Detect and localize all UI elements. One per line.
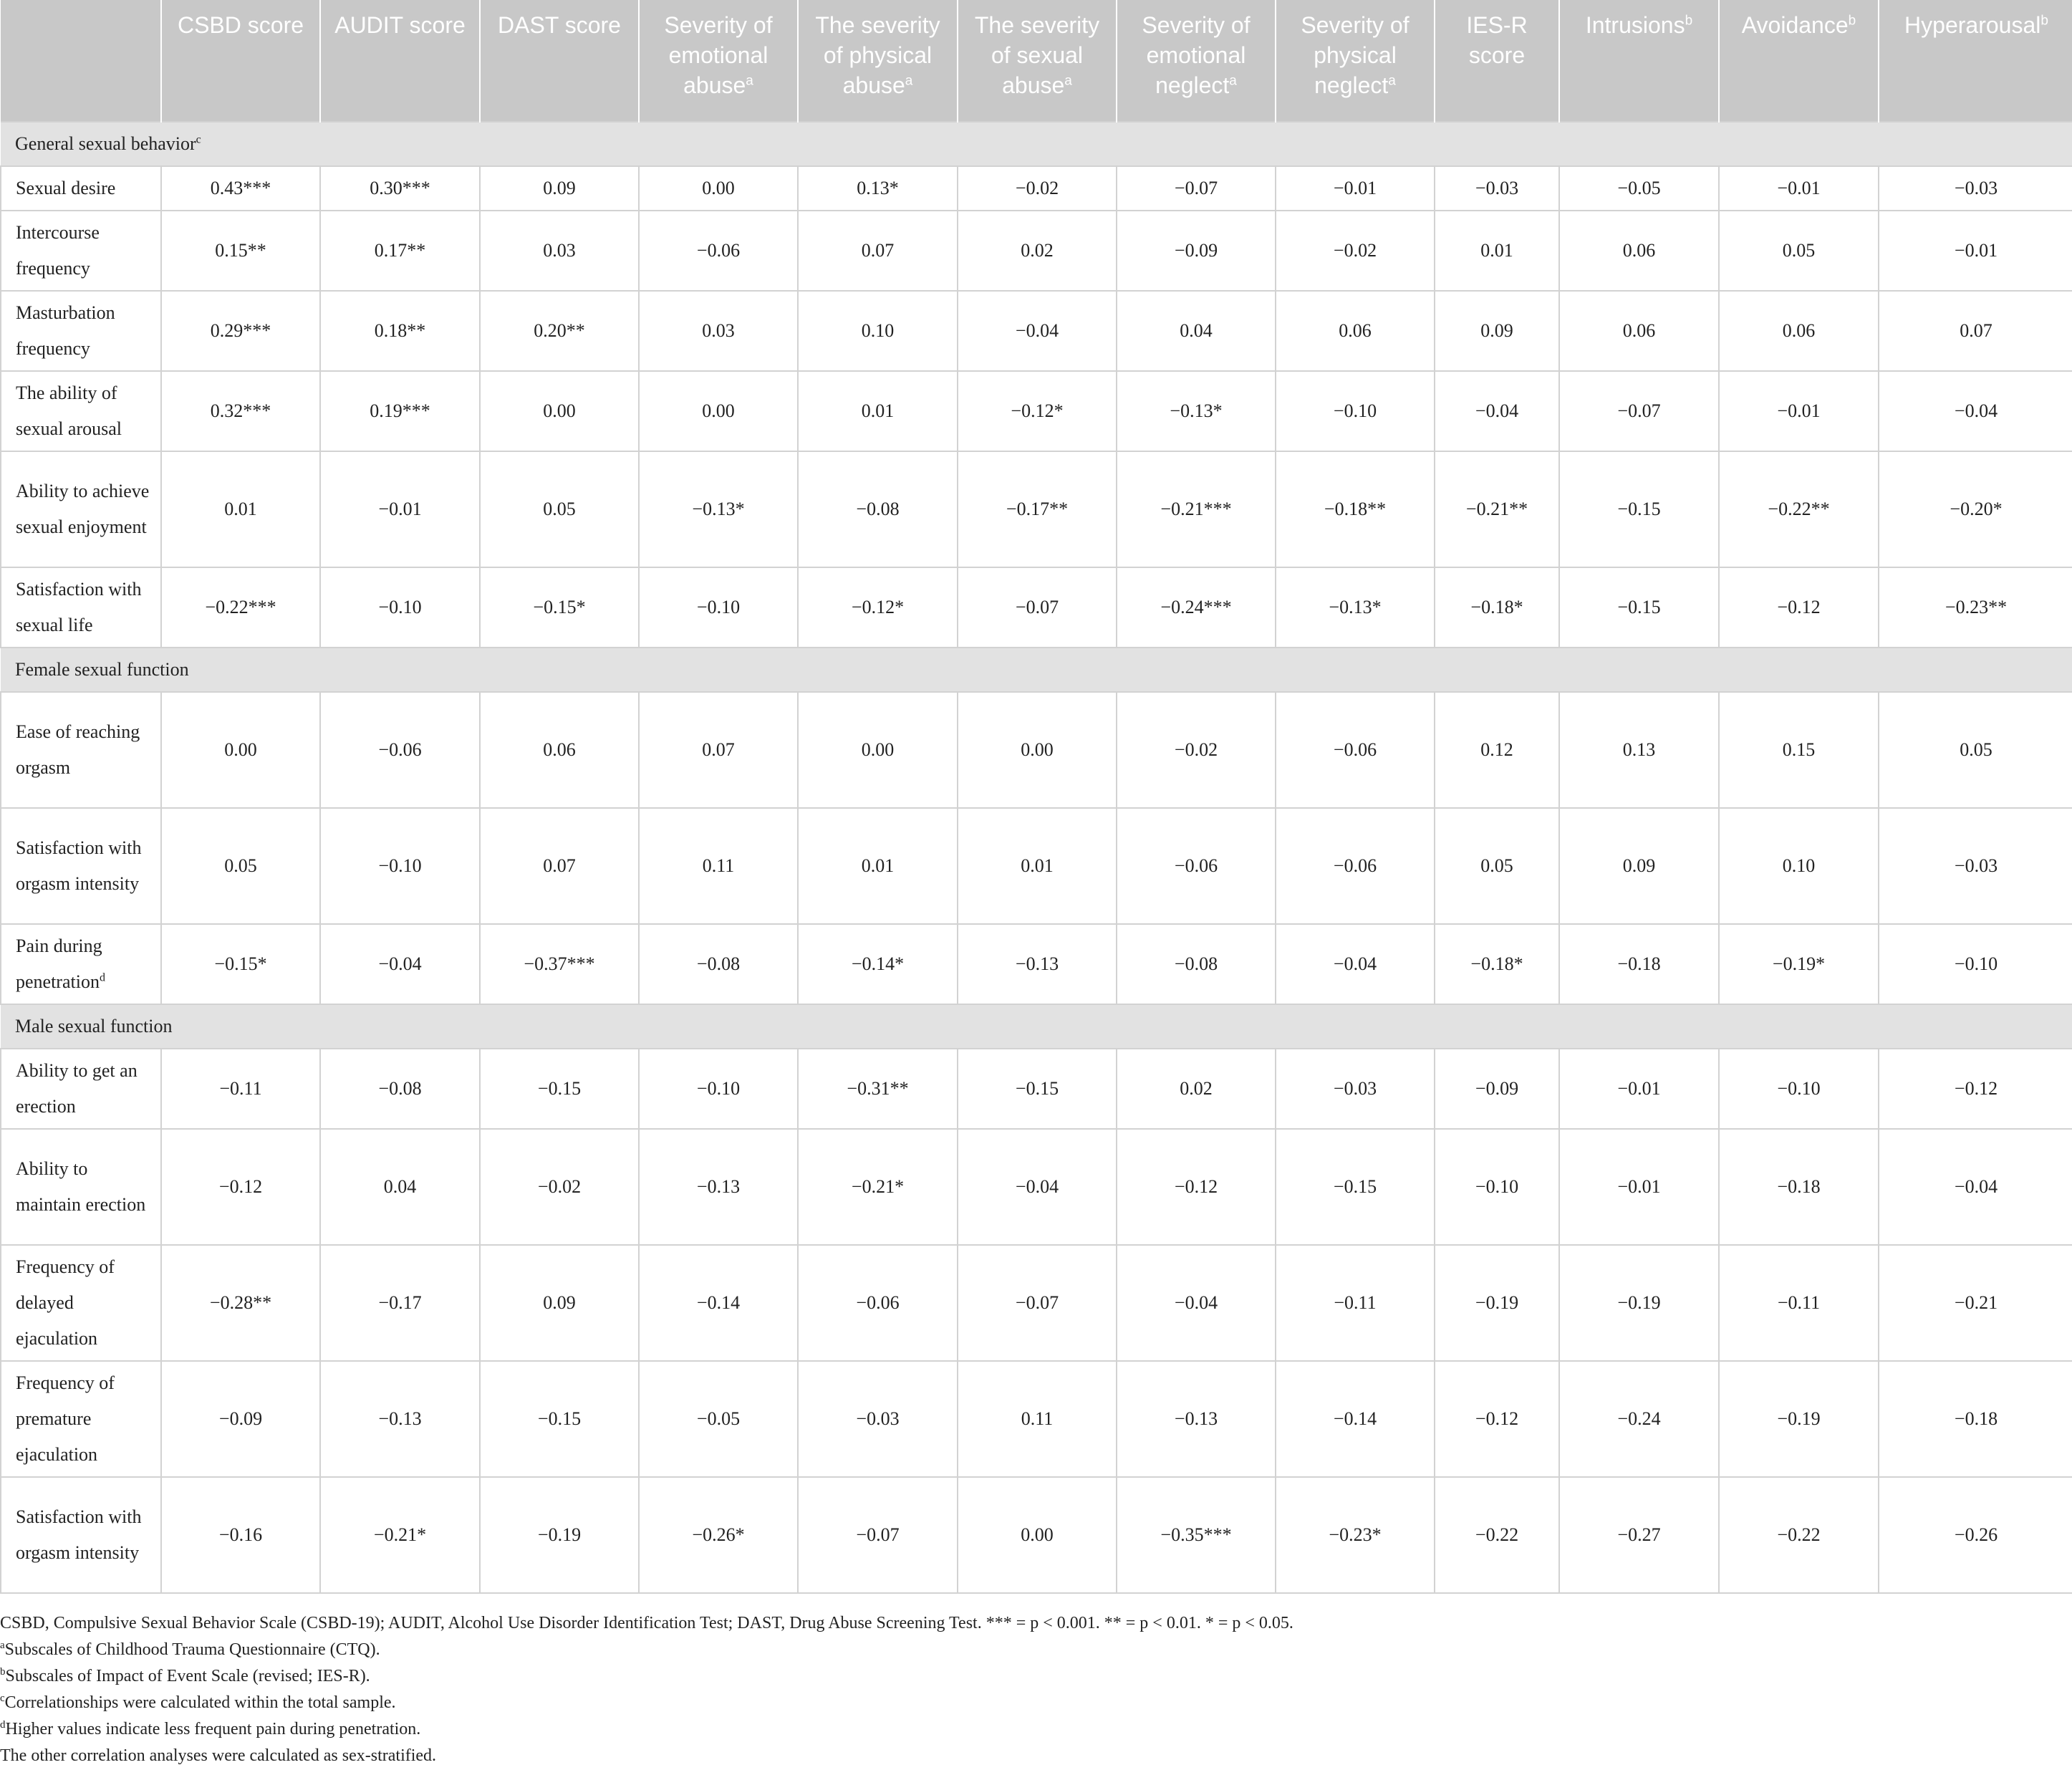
row-label-text: Ability to achieve sexual enjoyment	[16, 481, 150, 537]
footnote-mark: a	[0, 1640, 5, 1651]
section-heading	[1, 648, 2072, 692]
footnote-text: The other correlation analyses were calculated as sex-stratified.	[0, 1746, 437, 1765]
correlation-cell: −0.01	[1559, 1129, 1719, 1245]
correlation-cell: 0.01	[798, 808, 958, 924]
row-label	[1, 371, 161, 451]
correlation-cell: −0.11	[1719, 1245, 1879, 1361]
row-label-text: Satisfaction with orgasm intensity	[16, 837, 142, 894]
correlation-cell: −0.07	[1117, 166, 1276, 211]
correlation-cell: −0.01	[1719, 166, 1879, 211]
correlation-cell: −0.10	[1435, 1129, 1559, 1245]
column-header-label: DAST score	[498, 12, 621, 38]
correlation-cell: −0.06	[1276, 808, 1435, 924]
correlation-cell: −0.03	[1879, 808, 2072, 924]
column-header-footnote-mark: b	[1685, 13, 1693, 29]
correlation-cell: 0.13*	[798, 166, 958, 211]
row-label	[1, 1361, 161, 1477]
footnote	[0, 1610, 2063, 1637]
correlation-cell: −0.01	[320, 451, 480, 567]
table-row	[1, 692, 2072, 808]
footnote-text: Correlationships were calculated within the total sample.	[4, 1693, 396, 1712]
column-header-label: The severity of physical abuse	[815, 12, 940, 98]
correlation-cell: −0.06	[798, 1245, 958, 1361]
table-row	[1, 1129, 2072, 1245]
correlation-cell: −0.09	[1117, 211, 1276, 291]
footnote-mark: d	[0, 1719, 6, 1731]
row-label	[1, 808, 161, 924]
correlation-cell: −0.03	[1276, 1049, 1435, 1129]
correlation-cell: 0.03	[639, 291, 798, 371]
row-label	[1, 567, 161, 648]
correlation-cell: −0.04	[1879, 1129, 2072, 1245]
correlation-cell: −0.27	[1559, 1477, 1719, 1593]
correlation-cell: −0.07	[1559, 371, 1719, 451]
table-row	[1, 1245, 2072, 1361]
footnote	[0, 1637, 2063, 1663]
correlation-cell: 0.32***	[161, 371, 320, 451]
section-title: Female sexual function	[15, 659, 189, 680]
footnote-mark: c	[0, 1693, 5, 1704]
row-label-text: The ability of sexual arousal	[16, 383, 122, 439]
correlation-cell: −0.31**	[798, 1049, 958, 1129]
row-label	[1, 451, 161, 567]
correlation-cell: −0.04	[320, 924, 480, 1004]
correlation-cell: −0.05	[639, 1361, 798, 1477]
table-row	[1, 166, 2072, 211]
correlation-cell: −0.06	[1117, 808, 1276, 924]
correlation-cell: −0.23**	[1879, 567, 2072, 648]
correlation-cell: −0.13	[639, 1129, 798, 1245]
correlation-cell: −0.10	[1276, 371, 1435, 451]
correlation-cell: −0.22	[1719, 1477, 1879, 1593]
correlation-cell: 0.09	[1435, 291, 1559, 371]
table-header	[1, 0, 2072, 122]
footnote-text: Subscales of Impact of Event Scale (revised; IES-R).	[5, 1667, 370, 1685]
correlation-cell: −0.04	[958, 291, 1117, 371]
footnote-text: CSBD, Compulsive Sexual Behavior Scale (CSBD-19); AUDIT, Alcohol Use Disorder Identification Test; DAST, Drug Abuse Screening Test. *** = p < 0.001. ** = p < 0.01. * = p < 0.05.	[0, 1614, 1293, 1632]
column-header-footnote-mark: a	[905, 73, 913, 89]
correlation-cell: −0.12	[1719, 567, 1879, 648]
footnote	[0, 1743, 2063, 1769]
correlation-cell: −0.15	[480, 1049, 639, 1129]
correlation-cell: −0.18*	[1435, 567, 1559, 648]
correlation-cell: −0.06	[320, 692, 480, 808]
correlation-cell: 0.03	[480, 211, 639, 291]
row-label-text: Ability to get an erection	[16, 1060, 138, 1117]
column-header-label: IES-R score	[1466, 12, 1528, 68]
correlation-cell: −0.10	[320, 808, 480, 924]
correlation-cell: 0.04	[320, 1129, 480, 1245]
correlation-cell: −0.15	[958, 1049, 1117, 1129]
column-header	[480, 0, 639, 122]
column-header	[1117, 0, 1276, 122]
correlation-cell: −0.19	[1719, 1361, 1879, 1477]
correlation-cell: 0.00	[639, 371, 798, 451]
correlation-cell: 0.05	[1435, 808, 1559, 924]
table-row	[1, 808, 2072, 924]
correlation-cell: −0.12	[1435, 1361, 1559, 1477]
correlation-cell: −0.01	[1276, 166, 1435, 211]
correlation-cell: −0.19	[1435, 1245, 1559, 1361]
row-label-text: Intercourse frequency	[16, 222, 100, 279]
correlation-cell: −0.19*	[1719, 924, 1879, 1004]
correlation-cell: −0.12	[1117, 1129, 1276, 1245]
correlation-cell: −0.10	[320, 567, 480, 648]
section-heading	[1, 1004, 2072, 1049]
correlation-cell: −0.15	[1276, 1129, 1435, 1245]
correlation-cell: −0.08	[639, 924, 798, 1004]
correlation-cell: −0.20*	[1879, 451, 2072, 567]
correlation-cell: −0.18*	[1435, 924, 1559, 1004]
correlation-cell: −0.01	[1559, 1049, 1719, 1129]
correlation-cell: −0.18	[1879, 1361, 2072, 1477]
column-header	[1276, 0, 1435, 122]
row-label	[1, 1049, 161, 1129]
correlation-cell: −0.26	[1879, 1477, 2072, 1593]
correlation-cell: 0.05	[1879, 692, 2072, 808]
correlation-cell: 0.00	[639, 166, 798, 211]
correlation-cell: −0.17	[320, 1245, 480, 1361]
correlation-cell: −0.04	[1276, 924, 1435, 1004]
table-row	[1, 924, 2072, 1004]
correlation-cell: 0.12	[1435, 692, 1559, 808]
correlation-cell: 0.04	[1117, 291, 1276, 371]
column-header-label: Avoidance	[1741, 12, 1849, 38]
column-header-label: Hyperarousal	[1904, 12, 2041, 38]
row-label	[1, 166, 161, 211]
column-header-footnote-mark: a	[746, 73, 753, 89]
correlation-cell: −0.12	[1879, 1049, 2072, 1129]
section-footnote-mark: c	[196, 133, 201, 146]
correlation-cell: −0.10	[1879, 924, 2072, 1004]
correlation-cell: 0.29***	[161, 291, 320, 371]
correlation-cell: −0.24***	[1117, 567, 1276, 648]
column-header-footnote-mark: a	[1229, 73, 1237, 89]
correlation-cell: 0.06	[1559, 211, 1719, 291]
column-header	[798, 0, 958, 122]
correlation-cell: −0.07	[958, 1245, 1117, 1361]
correlation-cell: −0.13*	[639, 451, 798, 567]
correlation-cell: −0.04	[1879, 371, 2072, 451]
column-header-label: The severity of sexual abuse	[974, 12, 1100, 98]
correlation-cell: −0.18**	[1276, 451, 1435, 567]
correlation-cell: −0.04	[1117, 1245, 1276, 1361]
correlation-cell: −0.10	[1719, 1049, 1879, 1129]
correlation-cell: −0.02	[1276, 211, 1435, 291]
correlation-cell: −0.12*	[958, 371, 1117, 451]
column-header	[1559, 0, 1719, 122]
table-row	[1, 291, 2072, 371]
correlation-cell: −0.15	[1559, 567, 1719, 648]
column-header	[1879, 0, 2072, 122]
column-header-footnote-mark: a	[1064, 73, 1072, 89]
correlation-cell: 0.15**	[161, 211, 320, 291]
correlation-cell: −0.24	[1559, 1361, 1719, 1477]
table-row	[1, 1049, 2072, 1129]
row-label-text: Pain during penetration	[16, 935, 102, 992]
correlation-cell: −0.05	[1559, 166, 1719, 211]
correlation-cell: −0.13	[1117, 1361, 1276, 1477]
correlation-cell: −0.21*	[320, 1477, 480, 1593]
correlation-cell: −0.13	[958, 924, 1117, 1004]
column-header	[1, 0, 161, 122]
correlation-cell: −0.26*	[639, 1477, 798, 1593]
correlation-cell: 0.13	[1559, 692, 1719, 808]
correlation-cell: −0.35***	[1117, 1477, 1276, 1593]
table-row	[1, 211, 2072, 291]
column-header-label: Intrusions	[1585, 12, 1685, 38]
correlation-cell: 0.43***	[161, 166, 320, 211]
correlation-cell: 0.10	[798, 291, 958, 371]
table-row	[1, 451, 2072, 567]
correlation-cell: −0.23*	[1276, 1477, 1435, 1593]
row-label-text: Satisfaction with orgasm intensity	[16, 1506, 142, 1563]
correlation-cell: −0.13	[320, 1361, 480, 1477]
correlation-cell: −0.08	[1117, 924, 1276, 1004]
column-header-label: AUDIT score	[334, 12, 466, 38]
correlation-cell: 0.06	[1276, 291, 1435, 371]
correlation-cell: −0.03	[1435, 166, 1559, 211]
correlation-cell: −0.01	[1879, 211, 2072, 291]
correlation-cell: 0.20**	[480, 291, 639, 371]
row-footnote-mark: d	[99, 971, 105, 984]
correlation-cell: 0.15	[1719, 692, 1879, 808]
row-label-text: Frequency of delayed ejaculation	[16, 1256, 115, 1349]
correlation-cell: 0.07	[1879, 291, 2072, 371]
row-label	[1, 211, 161, 291]
correlation-cell: 0.10	[1719, 808, 1879, 924]
correlation-cell: 0.09	[1559, 808, 1719, 924]
correlation-cell: 0.06	[480, 692, 639, 808]
correlation-cell: −0.06	[639, 211, 798, 291]
correlation-cell: 0.09	[480, 1245, 639, 1361]
correlation-cell: −0.15*	[161, 924, 320, 1004]
correlation-cell: 0.00	[161, 692, 320, 808]
table-footnotes	[0, 1610, 2063, 1769]
correlation-cell: −0.10	[639, 567, 798, 648]
correlation-cell: −0.14*	[798, 924, 958, 1004]
correlation-cell: −0.12	[161, 1129, 320, 1245]
footnote	[0, 1663, 2063, 1690]
correlation-cell: 0.30***	[320, 166, 480, 211]
correlation-cell: −0.06	[1276, 692, 1435, 808]
header-row	[1, 0, 2072, 122]
correlation-cell: 0.00	[480, 371, 639, 451]
row-label	[1, 1245, 161, 1361]
correlation-cell: −0.19	[1559, 1245, 1719, 1361]
correlation-cell: −0.08	[320, 1049, 480, 1129]
correlation-cell: 0.07	[798, 211, 958, 291]
correlation-cell: −0.03	[798, 1361, 958, 1477]
correlation-cell: 0.11	[639, 808, 798, 924]
correlation-cell: 0.19***	[320, 371, 480, 451]
row-label-text: Frequency of premature ejaculation	[16, 1372, 115, 1465]
row-label-text: Ease of reaching orgasm	[16, 721, 140, 778]
correlation-cell: −0.18	[1719, 1129, 1879, 1245]
correlation-cell: 0.09	[480, 166, 639, 211]
section-row	[1, 648, 2072, 692]
correlation-cell: −0.21*	[798, 1129, 958, 1245]
correlation-cell: −0.02	[480, 1129, 639, 1245]
footnote-text: Higher values indicate less frequent pain during penetration.	[5, 1720, 421, 1738]
column-header	[639, 0, 798, 122]
section-title: Male sexual function	[15, 1016, 173, 1036]
row-label	[1, 692, 161, 808]
correlation-cell: −0.17**	[958, 451, 1117, 567]
correlation-cell: −0.04	[958, 1129, 1117, 1245]
correlation-cell: −0.11	[1276, 1245, 1435, 1361]
correlation-cell: 0.18**	[320, 291, 480, 371]
correlation-cell: −0.37***	[480, 924, 639, 1004]
correlation-cell: 0.06	[1719, 291, 1879, 371]
correlation-cell: −0.02	[958, 166, 1117, 211]
correlation-cell: 0.01	[161, 451, 320, 567]
correlation-cell: −0.22	[1435, 1477, 1559, 1593]
correlation-cell: −0.15	[480, 1361, 639, 1477]
column-header-footnote-mark: b	[2040, 13, 2048, 29]
column-header	[161, 0, 320, 122]
correlation-cell: −0.22***	[161, 567, 320, 648]
correlation-cell: −0.11	[161, 1049, 320, 1129]
correlation-cell: 0.02	[1117, 1049, 1276, 1129]
correlation-cell: −0.12*	[798, 567, 958, 648]
correlation-cell: 0.01	[958, 808, 1117, 924]
column-header-label: Severity of physical neglect	[1301, 12, 1410, 98]
correlation-cell: −0.04	[1435, 371, 1559, 451]
column-header	[320, 0, 480, 122]
correlation-cell: −0.16	[161, 1477, 320, 1593]
row-label	[1, 924, 161, 1004]
column-header	[1719, 0, 1879, 122]
correlation-cell: −0.10	[639, 1049, 798, 1129]
column-header-footnote-mark: a	[1388, 73, 1396, 89]
correlation-cell: −0.13*	[1276, 567, 1435, 648]
row-label-text: Ability to maintain erection	[16, 1158, 146, 1215]
row-label-text: Satisfaction with sexual life	[16, 579, 142, 635]
footnote	[0, 1690, 2063, 1716]
correlation-cell: 0.05	[1719, 211, 1879, 291]
correlation-cell: −0.02	[1117, 692, 1276, 808]
correlation-cell: −0.18	[1559, 924, 1719, 1004]
correlation-cell: −0.13*	[1117, 371, 1276, 451]
correlation-cell: −0.21***	[1117, 451, 1276, 567]
correlation-cell: 0.11	[958, 1361, 1117, 1477]
correlation-cell: −0.03	[1879, 166, 2072, 211]
correlation-cell: −0.09	[161, 1361, 320, 1477]
section-row	[1, 1004, 2072, 1049]
correlation-cell: −0.14	[1276, 1361, 1435, 1477]
table-row	[1, 1361, 2072, 1477]
correlation-cell: −0.21**	[1435, 451, 1559, 567]
correlation-cell: −0.14	[639, 1245, 798, 1361]
correlation-cell: 0.01	[798, 371, 958, 451]
column-header-footnote-mark: b	[1848, 13, 1856, 29]
correlation-cell: −0.19	[480, 1477, 639, 1593]
section-heading	[1, 122, 2072, 166]
correlation-cell: 0.17**	[320, 211, 480, 291]
footnote	[0, 1716, 2063, 1743]
correlation-cell: 0.06	[1559, 291, 1719, 371]
correlation-cell: 0.00	[798, 692, 958, 808]
correlation-cell: 0.01	[1435, 211, 1559, 291]
correlation-cell: −0.01	[1719, 371, 1879, 451]
correlation-cell: −0.07	[798, 1477, 958, 1593]
section-row	[1, 122, 2072, 166]
correlation-cell: −0.07	[958, 567, 1117, 648]
footnote-text: Subscales of Childhood Trauma Questionnaire (CTQ).	[4, 1640, 380, 1659]
correlation-cell: −0.22**	[1719, 451, 1879, 567]
table-row	[1, 371, 2072, 451]
correlation-cell: 0.02	[958, 211, 1117, 291]
column-header-label: CSBD score	[177, 12, 304, 38]
correlation-cell: −0.08	[798, 451, 958, 567]
column-header-label: Severity of emotional neglect	[1142, 12, 1251, 98]
correlation-cell: 0.07	[480, 808, 639, 924]
correlation-cell: 0.05	[161, 808, 320, 924]
row-label	[1, 291, 161, 371]
row-label	[1, 1477, 161, 1593]
column-header	[958, 0, 1117, 122]
correlation-cell: −0.21	[1879, 1245, 2072, 1361]
column-header	[1435, 0, 1559, 122]
row-label	[1, 1129, 161, 1245]
correlation-cell: −0.09	[1435, 1049, 1559, 1129]
correlation-cell: 0.05	[480, 451, 639, 567]
column-header-label: Severity of emotional abuse	[664, 12, 773, 98]
row-label-text: Sexual desire	[16, 178, 116, 198]
table-row	[1, 567, 2072, 648]
correlation-cell: 0.07	[639, 692, 798, 808]
table-body	[1, 122, 2072, 1593]
correlation-cell: 0.00	[958, 692, 1117, 808]
section-title: General sexual behavior	[15, 133, 196, 154]
correlation-cell: −0.15*	[480, 567, 639, 648]
footnote-mark: b	[0, 1666, 6, 1678]
row-label-text: Masturbation frequency	[16, 302, 115, 359]
table-row	[1, 1477, 2072, 1593]
correlation-cell: 0.00	[958, 1477, 1117, 1593]
correlation-cell: −0.15	[1559, 451, 1719, 567]
correlation-cell: −0.28**	[161, 1245, 320, 1361]
